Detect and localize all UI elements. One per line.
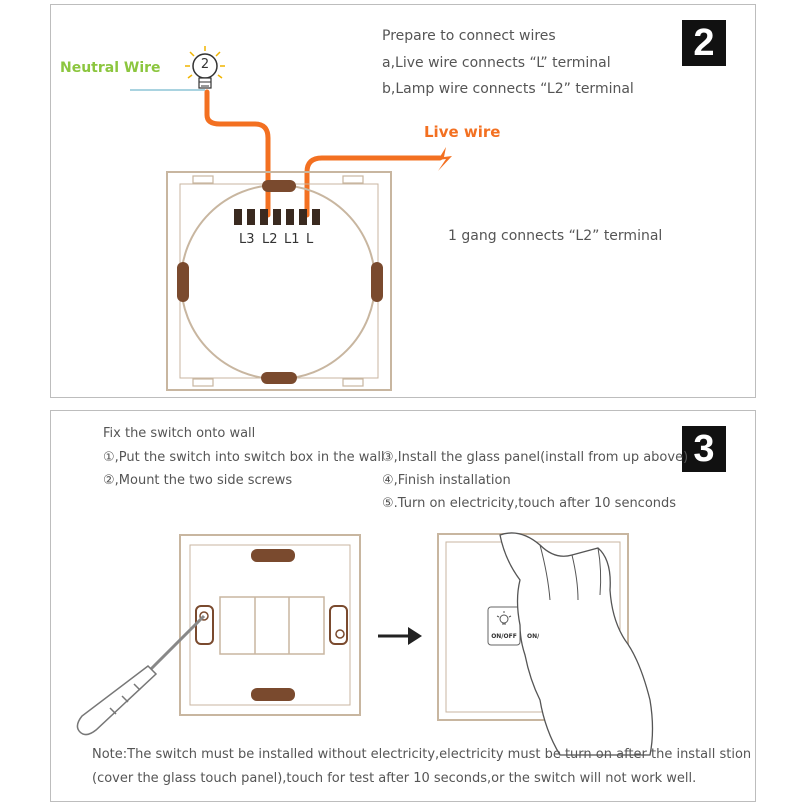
terminal-l: L	[306, 232, 314, 247]
step3-step-4: ④,Finish installation	[382, 473, 511, 488]
touch-button-1-label: ON/OFF	[491, 633, 517, 640]
lamp-number: 2	[200, 57, 210, 72]
step3-step-2: ②,Mount the two side screws	[103, 473, 293, 488]
step3-badge: 3	[682, 426, 726, 472]
step3-title: Fix the switch onto wall	[103, 426, 256, 441]
right-screw-icon	[336, 630, 344, 638]
note-line-1: Note:The switch must be installed without electricity,electricity must be turn on after the install stion	[92, 747, 752, 762]
hand-icon	[500, 533, 653, 755]
terminal-l3: L3	[239, 232, 255, 247]
note-line-2: (cover the glass touch panel),touch for test after 10 seconds,or the switch will not work well.	[92, 771, 697, 786]
step2-badge: 2	[682, 20, 726, 66]
step2-line-3: b,Lamp wire connects “L2” terminal	[382, 81, 634, 97]
screwdriver-icon	[77, 616, 204, 735]
gang-note: 1 gang connects “L2” terminal	[448, 228, 663, 244]
step3-step-1: ①,Put the switch into switch box in the wall	[103, 450, 385, 465]
live-wire-label: Live wire	[424, 123, 501, 141]
step2-line-2: a,Live wire connects “L” terminal	[382, 55, 611, 71]
arrow-right-icon	[378, 627, 422, 645]
terminal-l1: L1	[284, 232, 300, 247]
terminal-l2: L2	[262, 232, 278, 247]
touch-button-2-label: ON/	[527, 633, 539, 640]
step3-step-5: ⑤.Turn on electricity,touch after 10 senconds	[382, 496, 677, 511]
step3-step-3: ③,Install the glass panel(install from up above)	[382, 450, 689, 465]
neutral-wire-label: Neutral Wire	[60, 60, 161, 76]
step2-line-1: Prepare to connect wires	[382, 28, 556, 44]
